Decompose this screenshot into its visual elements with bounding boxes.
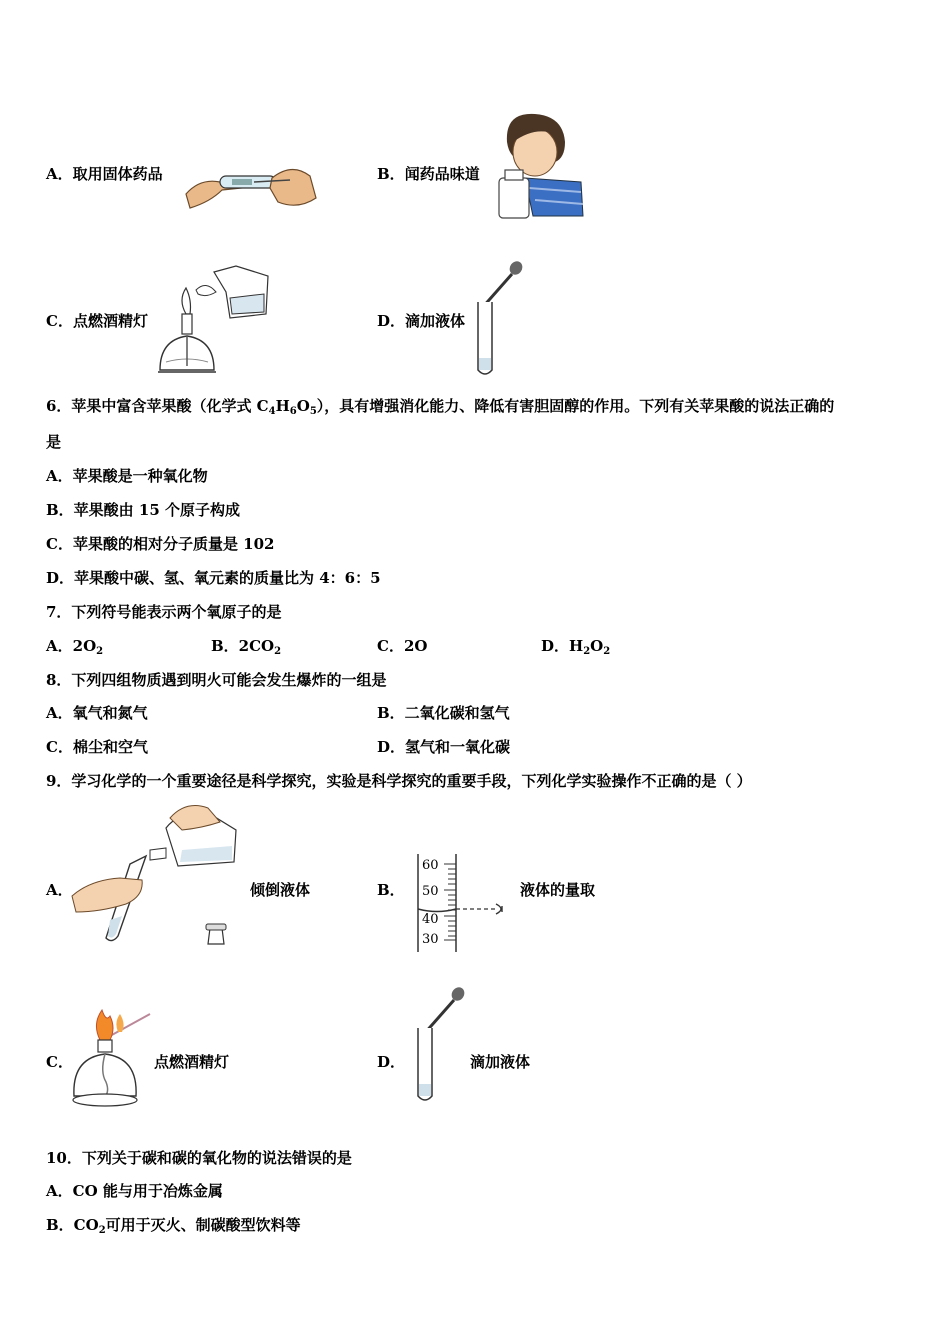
q9-option-c-caption: 点燃酒精灯 bbox=[154, 1053, 230, 1071]
q5-option-a: A．取用固体药品 bbox=[46, 165, 163, 183]
graduated-cylinder-figure bbox=[410, 852, 520, 956]
cylinder-tick-50: 50 bbox=[422, 884, 439, 899]
q5-option-c: C．点燃酒精灯 bbox=[46, 312, 148, 330]
q7-option-a: A．$2O_2$ bbox=[46, 637, 104, 657]
q9-option-d-letter: D． bbox=[377, 1053, 406, 1071]
q10-stem: 10．下列关于碳和碳的氧化物的说法错误的是 bbox=[46, 1149, 352, 1167]
q7-option-b: B．$2CO_2$ bbox=[211, 637, 282, 657]
cylinder-tick-40: 40 bbox=[422, 912, 439, 927]
q6-option-a: A．苹果酸是一种氧化物 bbox=[46, 467, 208, 485]
q6-option-d: D．苹果酸中碳、氢、氧元素的质量比为 4：6：5 bbox=[46, 569, 381, 587]
take-solid-reagent-figure bbox=[180, 158, 320, 214]
q6-option-c: C．苹果酸的相对分子质量是 102 bbox=[46, 535, 275, 553]
q8-option-c: C．棉尘和空气 bbox=[46, 738, 148, 756]
light-alcohol-lamp-figure bbox=[70, 1006, 154, 1110]
q6-stem: 6．苹果中富含苹果酸（化学式 $C_4H_6O_5$），具有增强消化能力、降低有害胆固醇的作用。下列有关苹果酸的说法正确的 bbox=[46, 397, 835, 417]
pour-liquid-figure bbox=[70, 800, 242, 950]
dropper-test-tube-figure bbox=[468, 258, 528, 380]
q8-option-d: D．氢气和一氧化碳 bbox=[377, 738, 511, 756]
smell-reagent-figure bbox=[495, 108, 587, 220]
q9-option-a-letter: A． bbox=[46, 881, 73, 899]
q6-option-b: B．苹果酸由 15 个原子构成 bbox=[46, 501, 240, 519]
q9-option-d-caption: 滴加液体 bbox=[470, 1053, 531, 1071]
q8-option-b: B．二氧化碳和氢气 bbox=[377, 704, 510, 722]
q7-stem: 7．下列符号能表示两个氧原子的是 bbox=[46, 603, 282, 621]
cylinder-tick-60: 60 bbox=[422, 858, 439, 873]
q5-option-b: B．闻药品味道 bbox=[377, 165, 480, 183]
q6-stem-line2: 是 bbox=[46, 433, 62, 451]
q8-stem: 8．下列四组物质遇到明火可能会发生爆炸的一组是 bbox=[46, 671, 387, 689]
q10-option-a: A．CO 能与用于冶炼金属 bbox=[46, 1182, 223, 1200]
q7-option-c: C．2O bbox=[377, 637, 428, 655]
cylinder-tick-30: 30 bbox=[422, 932, 439, 947]
q9-option-b-caption: 液体的量取 bbox=[520, 881, 596, 899]
q8-option-a: A．氧气和氮气 bbox=[46, 704, 148, 722]
q10-option-b: B．$CO_2$可用于灭火、制碳酸型饮料等 bbox=[46, 1216, 301, 1236]
q9-option-a-caption: 倾倒液体 bbox=[250, 881, 311, 899]
dropper-test-tube-figure-2 bbox=[410, 984, 470, 1106]
q9-option-b-letter: B． bbox=[377, 881, 405, 899]
q9-stem: 9．学习化学的一个重要途径是科学探究，实验是科学探究的重要手段，下列化学实验操作不正确的是（ ） bbox=[46, 772, 752, 790]
lamp-lit-by-another-lamp-figure bbox=[156, 262, 274, 382]
q7-option-d: D．$H_2O_2$ bbox=[541, 637, 611, 657]
q5-option-d: D．滴加液体 bbox=[377, 312, 466, 330]
q9-option-c-letter: C． bbox=[46, 1053, 73, 1071]
